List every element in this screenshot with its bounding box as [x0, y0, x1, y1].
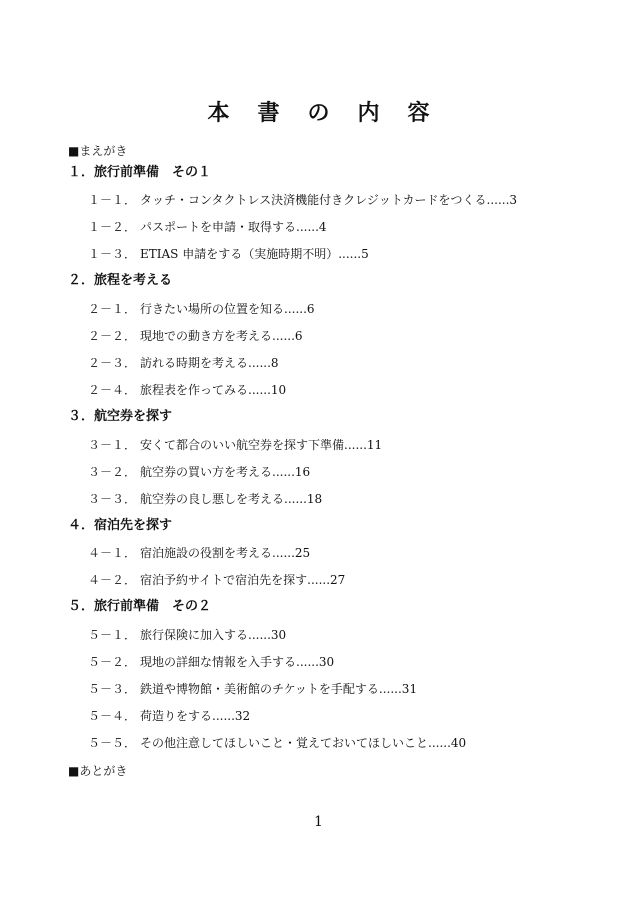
- item-text: 行きたい場所の位置を知る......6: [140, 302, 315, 316]
- item-text: 訪れる時期を考える......8: [140, 356, 279, 370]
- item-text: その他注意してほしいこと・覚えておいてほしいこと......40: [140, 736, 467, 750]
- toc-item-5-4: [88, 708, 250, 724]
- item-number: ３－３．: [88, 492, 137, 506]
- item-number: ２－３．: [88, 356, 137, 370]
- item-number: ３－２．: [88, 465, 137, 479]
- toc-item-2-2: [88, 328, 303, 344]
- chapter-4-heading: ４．宿泊先を探す: [68, 518, 173, 533]
- item-number: ５－４．: [88, 709, 137, 723]
- title-char: の: [307, 101, 330, 126]
- toc-item-3-3: [88, 491, 322, 507]
- title-char: 内: [357, 101, 380, 126]
- afterword-entry: ■あとがき: [68, 764, 128, 778]
- item-text: 旅程表を作ってみる......10: [140, 383, 287, 397]
- item-number: ２－４．: [88, 383, 137, 397]
- item-text: 現地の詳細な情報を入手する......30: [140, 655, 335, 669]
- preface-entry: ■まえがき: [68, 144, 128, 158]
- item-text: 航空券の良し悪しを考える......18: [140, 492, 323, 506]
- item-text: 航空券の買い方を考える......16: [140, 465, 311, 479]
- item-text: 鉄道や博物館・美術館のチケットを手配する......31: [140, 682, 418, 696]
- toc-item-3-1: [88, 437, 382, 453]
- item-text: 宿泊施設の役割を考える......25: [140, 546, 311, 560]
- chapter-3-heading: ３．航空券を探す: [68, 409, 173, 424]
- toc-item-3-2: [88, 464, 310, 480]
- toc-item-4-2: [88, 572, 345, 588]
- item-number: ３－１．: [88, 438, 137, 452]
- toc-item-5-5: [88, 735, 466, 751]
- item-text: 宿泊予約サイトで宿泊先を探す......27: [140, 573, 346, 587]
- chapter-5-heading: ５．旅行前準備 その２: [68, 599, 212, 614]
- toc-item-5-1: [88, 627, 286, 643]
- item-text: 旅行保険に加入する......30: [140, 628, 287, 642]
- item-text: 安くて都合のいい航空券を探す下準備......11: [140, 438, 383, 452]
- item-number: １－１．: [88, 193, 137, 207]
- toc-item-1-2: [88, 219, 327, 235]
- toc-item-2-3: [88, 355, 279, 371]
- item-number: ２－１．: [88, 302, 137, 316]
- item-number: ４－２．: [88, 573, 137, 587]
- item-number: ５－３．: [88, 682, 137, 696]
- title-char: 書: [257, 101, 280, 126]
- item-text: パスポートを申請・取得する......4: [140, 220, 327, 234]
- toc-item-2-4: [88, 382, 286, 398]
- title-char: 容: [407, 101, 430, 126]
- page-title: [0, 96, 637, 127]
- item-number: １－３．: [88, 247, 137, 261]
- item-number: ５－１．: [88, 628, 137, 642]
- item-text: タッチ・コンタクトレス決済機能付きクレジットカードをつくる......3: [140, 193, 518, 207]
- toc-item-5-3: [88, 681, 417, 697]
- item-text: 荷造りをする......32: [140, 709, 251, 723]
- toc-item-1-3: [88, 246, 369, 262]
- item-number: ５－２．: [88, 655, 137, 669]
- item-number: ５－５．: [88, 736, 137, 750]
- chapter-2-heading: ２．旅程を考える: [68, 273, 173, 288]
- item-text: 現地での動き方を考える......6: [140, 329, 303, 343]
- toc-item-4-1: [88, 545, 310, 561]
- toc-item-1-1: [88, 192, 517, 208]
- toc-item-5-2: [88, 654, 334, 670]
- item-number: ４－１．: [88, 546, 137, 560]
- title-char: 本: [207, 101, 230, 126]
- chapter-1-heading: １．旅行前準備 その１: [68, 165, 212, 180]
- item-number: １－２．: [88, 220, 137, 234]
- item-number: ２－２．: [88, 329, 137, 343]
- toc-item-2-1: [88, 301, 315, 317]
- item-text: ETIAS 申請をする（実施時期不明）......5: [140, 247, 369, 261]
- page-number: 1: [314, 814, 323, 830]
